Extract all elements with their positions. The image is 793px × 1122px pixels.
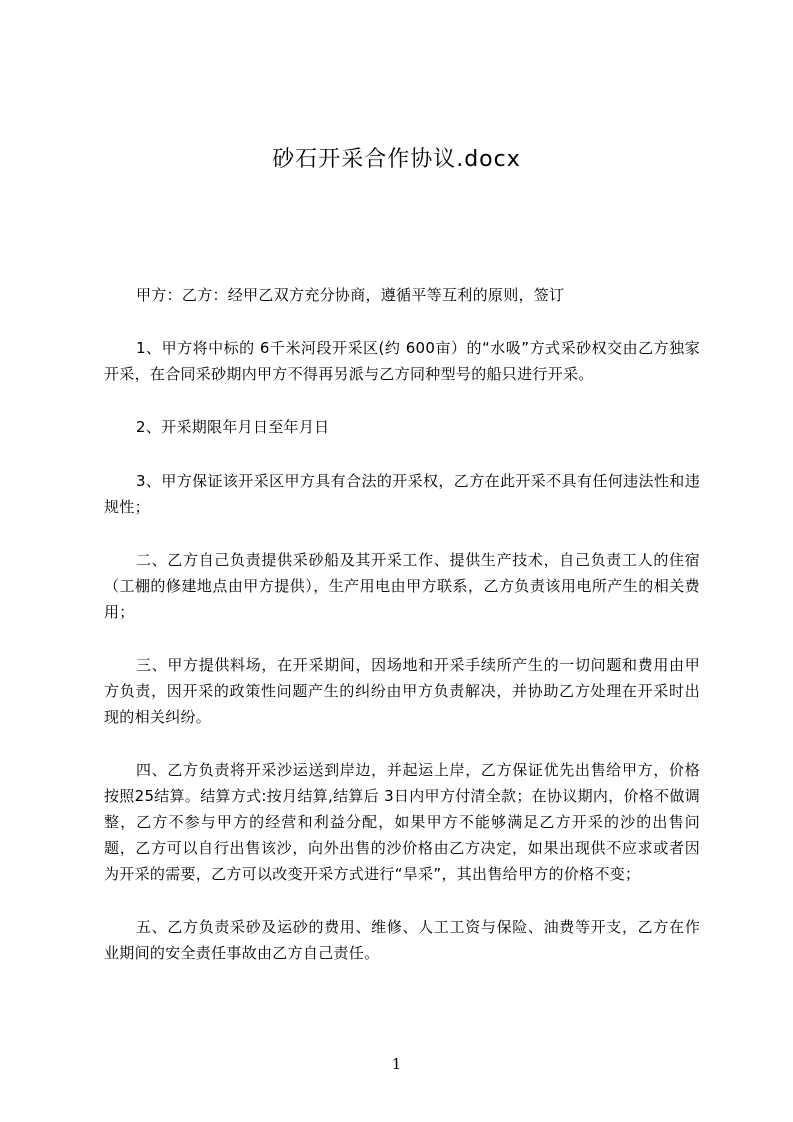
- paragraph-section-4: 四、乙方负责将开采沙运送到岸边，并起运上岸，乙方保证优先出售给甲方，价格按照25结算。结算方式:按月结算,结算后 3日内甲方付清全款；在协议期内，价格不做调整，乙方不参与甲方的经营和利益分配，如果甲方不能够满足乙方开采的沙的出售问题，乙方可以自行出售该沙，向外出售的沙价格由乙方决定，如果出现供不应求或者因为开采的需要，乙方可以改变开采方式进行“旱采”，其出售给甲方的价格不变；: [104, 761, 700, 883]
- paragraph-clause-1: 1、甲方将中标的 6千米河段开采区(约 600亩）的“水吸”方式采砂权交由乙方独家开采，在合同采砂期内甲方不得再另派与乙方同种型号的船只进行开采。: [104, 339, 700, 383]
- page-number: 1: [391, 1055, 402, 1073]
- paragraph-section-2: 二、乙方自己负责提供采砂船及其开采工作、提供生产技术，自己负责工人的住宿（工棚的修建地点由甲方提供），生产用电由甲方联系，乙方负责该用电所产生的相关费用；: [104, 551, 700, 621]
- document-body: [104, 282, 700, 966]
- document-title: 砂石开采合作协议.docx: [272, 147, 521, 172]
- paragraph-clause-3: 3、甲方保证该开采区甲方具有合法的开采权，乙方在此开采不具有任何违法性和违规性；: [104, 472, 700, 516]
- paragraph-section-3: 三、甲方提供料场，在开采期间，因场地和开采手续所产生的一切问题和费用由甲方负责，因开采的政策性问题产生的纠纷由甲方负责解决，并协助乙方处理在开采时出现的相关纠纷。: [104, 656, 700, 726]
- paragraph-section-5: 五、乙方负责采砂及运砂的费用、维修、人工工资与保险、油费等开支，乙方在作业期间的安全责任事故由乙方自己责任。: [104, 918, 700, 962]
- paragraph-intro: 甲方：乙方：经甲乙双方充分协商，遵循平等互利的原则，签订: [136, 286, 565, 304]
- paragraph-clause-2: 2、开采期限年月日至年月日: [136, 418, 330, 436]
